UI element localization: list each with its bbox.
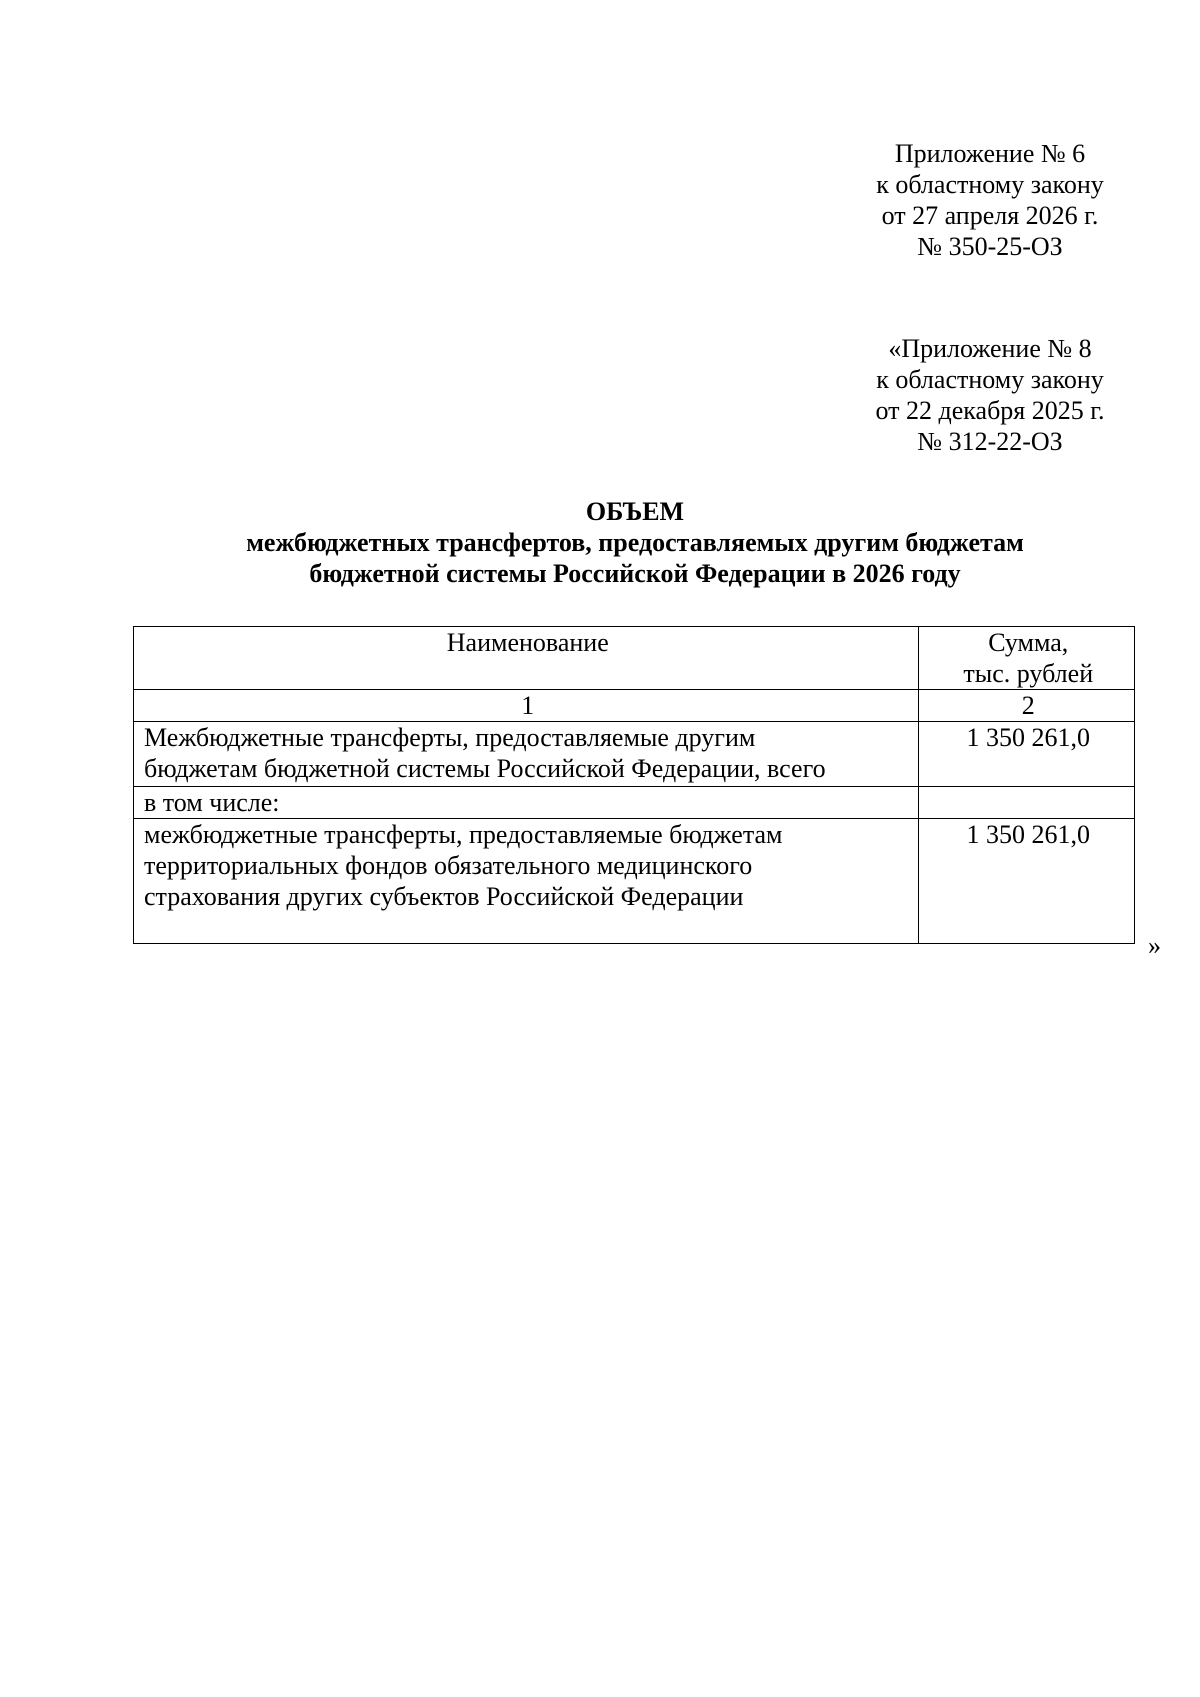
column-number-row [134, 690, 1135, 722]
appendix-law-type: к областному закону [876, 170, 1104, 199]
amended-law-date: от 22 декабря 2025 г. [875, 396, 1105, 425]
title-line-2: межбюджетных трансфертов, предоставляемых другим бюджетам [246, 528, 1024, 557]
row-name-cell [134, 819, 919, 944]
document-title [130, 496, 1140, 589]
row-name-line: в том числе: [144, 788, 280, 817]
transfers-table [133, 626, 1135, 944]
row-name-cell [134, 787, 919, 819]
appendix-header-amended [850, 333, 1130, 457]
row-name-line: бюджетам бюджетной системы Российской Федерации, всего [144, 754, 826, 783]
row-name-line: межбюджетные трансферты, предоставляемые бюджетам [144, 820, 783, 849]
column-number-2: 2 [918, 690, 1134, 722]
row-sum: 1 350 261,0 [918, 819, 1134, 944]
appendix-law-date: от 27 апреля 2026 г. [881, 201, 1099, 230]
title-line-3: бюджетной системы Российской Федерации в 2026 году [309, 559, 961, 588]
column-number-1: 1 [134, 690, 919, 722]
appendix-number: Приложение № 6 [894, 139, 1086, 168]
header-sum-line-2: тыс. рублей [963, 659, 1094, 688]
amended-appendix-number: «Приложение № 8 [888, 334, 1092, 363]
row-sum [918, 787, 1134, 819]
row-name-line: территориальных фондов обязательного медицинского [144, 851, 753, 880]
title-line-1: ОБЪЕМ [585, 497, 685, 526]
row-name-line: Межбюджетные трансферты, предоставляемые другим [144, 723, 756, 752]
amended-law-number: № 312-22-ОЗ [917, 427, 1063, 456]
closing-quote: » [1148, 931, 1161, 960]
amended-law-type: к областному закону [876, 365, 1104, 394]
header-name: Наименование [446, 628, 609, 657]
table-row [134, 722, 1135, 787]
table-header-row [134, 627, 1135, 690]
header-sum-line-1: Сумма, [988, 628, 1069, 657]
header-sum-cell [918, 627, 1134, 690]
appendix-law-number: № 350-25-ОЗ [917, 232, 1063, 261]
row-name-line: страхования других субъектов Российской Федерации [144, 882, 744, 911]
row-sum: 1 350 261,0 [918, 722, 1134, 787]
header-name-cell [134, 627, 919, 690]
table-row [134, 819, 1135, 944]
appendix-header-current [850, 138, 1130, 262]
table-row [134, 787, 1135, 819]
row-name-cell [134, 722, 919, 787]
